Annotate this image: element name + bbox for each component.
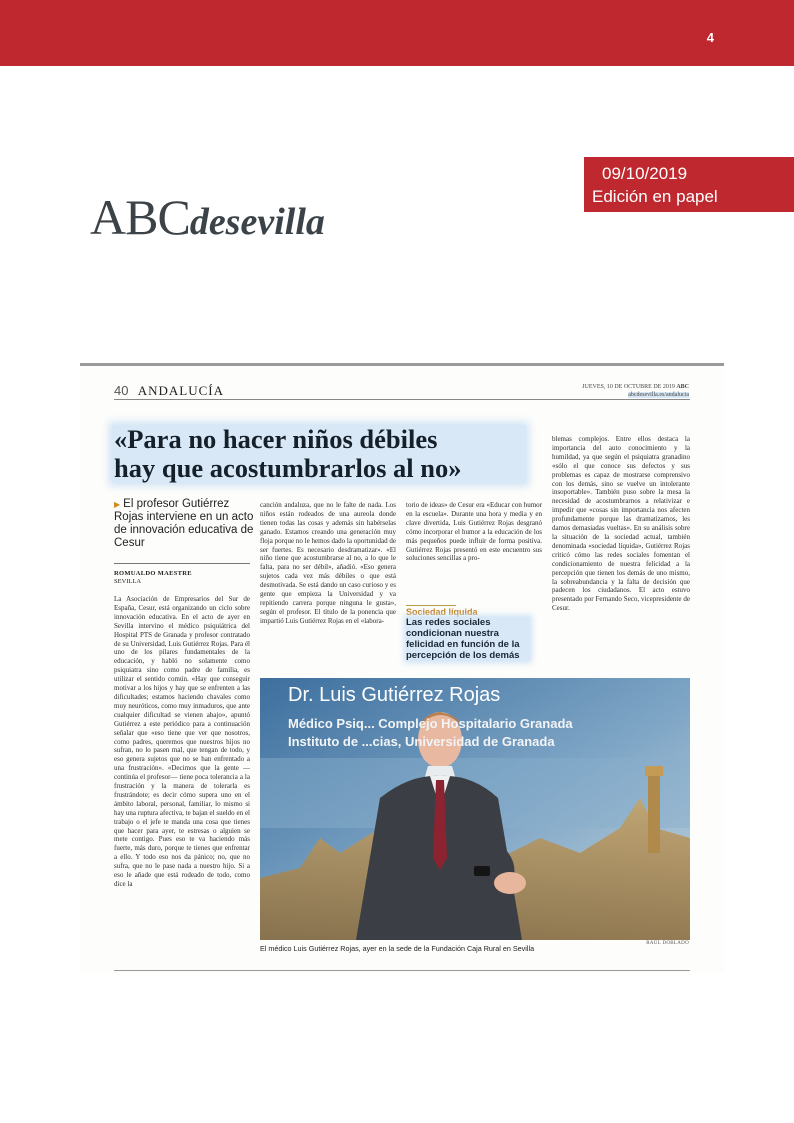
clipping-bottom-rule: [114, 970, 690, 971]
dateline-date: JUEVES, 10 DE OCTUBRE DE 2019: [582, 384, 675, 390]
photo-subtitle-2: Instituto de ...cias, Universidad de Granada: [288, 734, 555, 749]
photo-credit: RAÚL DOBLADO: [646, 941, 689, 946]
pull-quote: Las redes sociales condicionan nuestra felicidad en función de la percepción de los demás: [406, 617, 530, 661]
section-header: [114, 383, 224, 399]
article-headline: [112, 425, 526, 483]
headline-line-1: «Para no hacer niños débiles: [114, 424, 438, 454]
clipping-top-rule: [80, 363, 724, 366]
logo-abc: ABC: [90, 189, 190, 245]
date-box: [584, 157, 794, 212]
article-column-3: torio de ideas» de Cesur era «Educar con humor en la escuela». Durante una hora y media y en clave divertida, Luis Gutiérrez Rojas desgranó cómo incorporar el humor a la educación de los más pequeños puede influir de forma positiva. Gutiérrez Rojas presentó en este encuentro sus soluciones sencillas a pro-: [406, 501, 542, 563]
page-number: 4: [706, 30, 714, 45]
headline-line-2: hay que acostumbrarlos al no»: [114, 453, 462, 483]
article-deck: [114, 498, 254, 550]
article-column-1: La Asociación de Empresarios del Sur de España, Cesur, está organizando un ciclo sobre innovación educativa. En el acto de ayer en Sevilla intervino el médico psiquiátrica del Hospital PTS de Granada y profesor contratado de su Universidad, Luis Gutiérrez Rojas. Para él uno de los pilares fundamentales de la educación, y habló no solamente como psiquiatra sino como padre de familia, es utilizar el sentido común. «Hay que conseguir motivar a los hijos y hay que se enfrenten a las dificultades; estamos haciendo chavales como muy neuróticos, como muy inmaduros, que ante cualquier dificultad se vienen abajo», apuntó Gutiérrez a este periódico para a continuación señalar que «eso tiene que ver que nosotros, como padres, queremos que nuestros hijos no sufran, no lo pasen mal, que tengan de todo, y eso genera sujetos que no se han enfrentado a una frustración». «Decimos que la gente —continúa el profesor— tiene poca tolerancia a la frustración y la manera de tolerarla es frustrándote; es decir cómo supera uno en el ámbito laboral, personal, familiar, lo mismo si hay una ruptura afectiva, te bajan el sueldo en el trabajo o el jefe te manda una cosa que tienes que hacer para ayer, te estresas o alguien se mete contigo. Pues eso te va haciendo más fuerte, más duro, porque te tienes que enfrentar a ello. Y todo eso nos da pánico; no, que no sufra, que no le pase nada a nuestro hijo. Si a eso le añade que está rodeado de todo, como dice la: [114, 595, 250, 888]
section-rule: [114, 399, 690, 400]
edition-label: Edición en papel: [592, 187, 718, 206]
deck-rule: [114, 563, 250, 564]
photo-subtitle-1: Médico Psiq... Complejo Hospitalario Granada: [288, 716, 573, 731]
section-name: ANDALUCÍA: [137, 383, 224, 398]
logo-city: desevilla: [189, 201, 325, 243]
photo-caption: El médico Luis Gutiérrez Rojas, ayer en la sede de la Fundación Caja Rural en Sevilla: [260, 944, 535, 953]
clipping-dateline: [582, 383, 689, 399]
article-column-2: canción andaluza, que no le falte de nada. Los niños están rodeados de una aureola donde tienen todas las cosas y además sin habérselas ganado. Estamos creando una generación muy floja porque no le hemos dado la oportunidad de ser fuertes. Es necesario desdramatizar». «El niño tiene que acostumbrarse al no, a lo que le falta, para no ser débil», añadió. «Eso genera sujetos cada vez más débiles o que está desmotivada. Se está dando un caso curioso y es gente que empieza la Universidad y va repitiendo carrera porque ninguna le gusta», según el profesor. El título de la ponencia que impartió Luis Gutiérrez Rojas en el «labora-: [260, 501, 396, 625]
article-column-4: blemas complejos. Entre ellos destaca la importancia del auto conocimiento y la humildad, ya que según el psiquiatra granadino «sólo el que conoce sus defectos y sus problemas es capaz de mostrarse comprensivo con los demás, sino se vuelve un intolerante insoportable». También puso sobre la mesa la necesidad de acostumbrarnos a relativizar e impedir que «cosas sin importancia nos afecten profundamente porque las dramatizamos, les damos demasiadas vueltas». En su análisis sobre la situación de la sociedad actual, también denominada «sociedad líquida», Gutiérrez Rojas criticó cómo las redes sociales fomentan el condicionamiento de nuestra felicidad a la percepción que tienen los demás de uno mismo, la sobreabundancia y la falta de decisión que padecen los ciudadanos. El acto estuvo presentado por Fernando Seco, vicepresidente de Cesur.: [552, 435, 690, 613]
abc-sevilla-logo: [90, 188, 325, 245]
deck-text: El profesor Gutiérrez Rojas interviene en un acto de innovación educativa de Cesur: [114, 498, 254, 549]
photo-title: Dr. Luis Gutiérrez Rojas: [288, 684, 501, 706]
dateline-url: abcdesevilla.es/andalucia: [628, 392, 689, 398]
article-photo: [260, 678, 690, 940]
triangle-bullet-icon: ▶: [114, 500, 121, 509]
byline-author: ROMUALDO MAESTRE: [114, 570, 192, 577]
pull-quote-heading: Sociedad líquida: [406, 607, 478, 617]
publication-date: 09/10/2019: [602, 164, 688, 183]
newspaper-clipping: [80, 363, 724, 973]
top-banner: [0, 0, 794, 66]
clipping-page-number: 40: [114, 383, 129, 398]
byline-city: SEVILLA: [114, 578, 142, 585]
byline: [114, 570, 192, 586]
dateline-paper: ABC: [676, 384, 689, 390]
pull-quote-rule: [406, 605, 456, 606]
